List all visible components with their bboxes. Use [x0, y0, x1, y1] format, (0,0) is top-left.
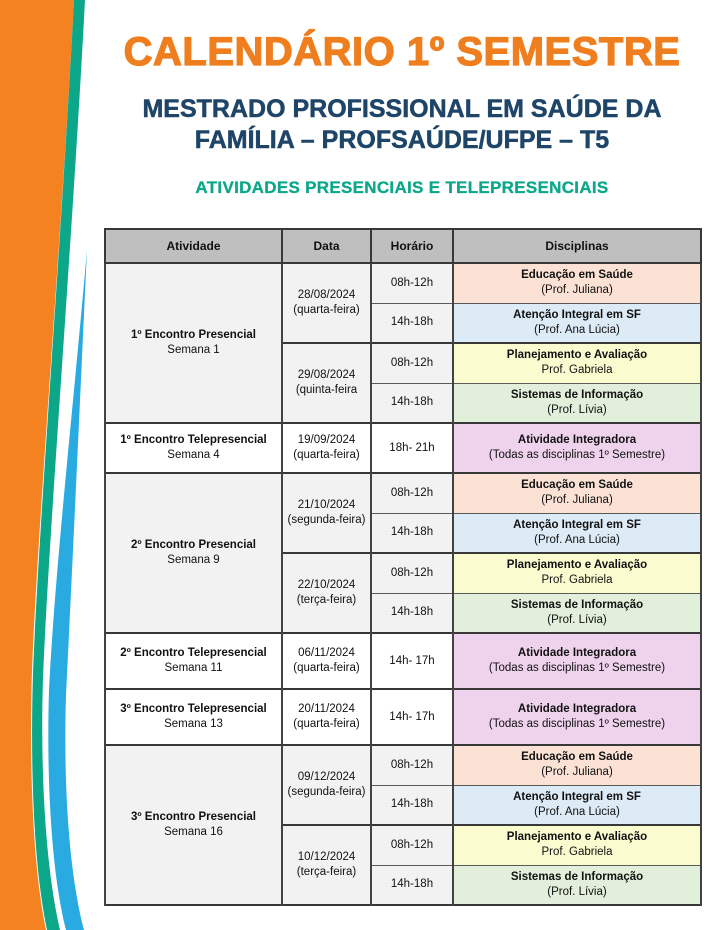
- time-cell: 08h-12h: [371, 553, 453, 593]
- table-row: [105, 689, 701, 745]
- date-cell: 20/11/2024 (quarta-feira): [282, 689, 371, 745]
- discipline-cell: Atenção Integral em SF (Prof. Ana Lúcia): [453, 513, 701, 553]
- date-cell: 06/11/2024 (quarta-feira): [282, 633, 371, 689]
- column-header-horario: Horário: [371, 229, 453, 263]
- discipline-cell: Atenção Integral em SF (Prof. Ana Lúcia): [453, 785, 701, 825]
- discipline-cell: Educação em Saúde (Prof. Juliana): [453, 745, 701, 785]
- table-row: [105, 745, 701, 785]
- page-subtitle-line2: FAMÍLIA – PROFSAÚDE/UFPE – T5: [194, 126, 610, 154]
- time-cell: 08h-12h: [371, 745, 453, 785]
- date-cell: 09/12/2024 (segunda-feira): [282, 745, 371, 825]
- table-row: [105, 263, 701, 303]
- activity-cell: 3º Encontro Telepresencial Semana 13: [105, 689, 282, 745]
- time-cell: 08h-12h: [371, 343, 453, 383]
- discipline-cell: Atividade Integradora (Todas as disciplinas 1º Semestre): [453, 689, 701, 745]
- time-cell: 14h-18h: [371, 383, 453, 423]
- time-cell: 08h-12h: [371, 473, 453, 513]
- column-header-disciplinas: Disciplinas: [453, 229, 701, 263]
- time-cell: 14h-18h: [371, 865, 453, 905]
- date-cell: 28/08/2024 (quarta-feira): [282, 263, 371, 343]
- time-cell: 08h-12h: [371, 825, 453, 865]
- table-row: [105, 423, 701, 473]
- time-cell: 18h- 21h: [371, 423, 453, 473]
- page-content: [104, 0, 700, 906]
- date-cell: 21/10/2024 (segunda-feira): [282, 473, 371, 553]
- discipline-cell: Sistemas de Informação (Prof. Lívia): [453, 865, 701, 905]
- time-cell: 14h-18h: [371, 785, 453, 825]
- activity-cell: 2º Encontro Presencial Semana 9: [105, 473, 282, 633]
- date-cell: 29/08/2024 (quinta-feira: [282, 343, 371, 423]
- table-row: [105, 473, 701, 513]
- page-title: CALENDÁRIO 1º SEMESTRE: [123, 30, 681, 74]
- discipline-cell: Atenção Integral em SF (Prof. Ana Lúcia): [453, 303, 701, 343]
- column-header-data: Data: [282, 229, 371, 263]
- table-header-row: [105, 229, 701, 263]
- discipline-cell: Atividade Integradora (Todas as disciplinas 1º Semestre): [453, 423, 701, 473]
- time-cell: 14h- 17h: [371, 689, 453, 745]
- decorative-swoosh: [0, 0, 110, 930]
- activity-cell: 3º Encontro Presencial Semana 16: [105, 745, 282, 905]
- time-cell: 14h-18h: [371, 513, 453, 553]
- discipline-cell: Sistemas de Informação (Prof. Lívia): [453, 383, 701, 423]
- discipline-cell: Educação em Saúde (Prof. Juliana): [453, 473, 701, 513]
- discipline-cell: Atividade Integradora (Todas as disciplinas 1º Semestre): [453, 633, 701, 689]
- date-cell: 22/10/2024 (terça-feira): [282, 553, 371, 633]
- column-header-atividade: Atividade: [105, 229, 282, 263]
- discipline-cell: Planejamento e Avaliação Prof. Gabriela: [453, 343, 701, 383]
- activity-cell: 1º Encontro Telepresencial Semana 4: [105, 423, 282, 473]
- page-subtitle-line1: MESTRADO PROFISSIONAL EM SAÚDE DA: [142, 95, 662, 123]
- discipline-cell: Planejamento e Avaliação Prof. Gabriela: [453, 553, 701, 593]
- discipline-cell: Sistemas de Informação (Prof. Lívia): [453, 593, 701, 633]
- page-subtitle: [104, 94, 700, 156]
- time-cell: 14h-18h: [371, 303, 453, 343]
- date-cell: 19/09/2024 (quarta-feira): [282, 423, 371, 473]
- table-row: [105, 633, 701, 689]
- time-cell: 08h-12h: [371, 263, 453, 303]
- time-cell: 14h- 17h: [371, 633, 453, 689]
- date-cell: 10/12/2024 (terça-feira): [282, 825, 371, 905]
- discipline-cell: Educação em Saúde (Prof. Juliana): [453, 263, 701, 303]
- activity-cell: 1º Encontro Presencial Semana 1: [105, 263, 282, 423]
- discipline-cell: Planejamento e Avaliação Prof. Gabriela: [453, 825, 701, 865]
- schedule-table: [104, 228, 702, 906]
- activity-cell: 2º Encontro Telepresencial Semana 11: [105, 633, 282, 689]
- section-heading: ATIVIDADES PRESENCIAIS E TELEPRESENCIAIS: [195, 178, 609, 197]
- time-cell: 14h-18h: [371, 593, 453, 633]
